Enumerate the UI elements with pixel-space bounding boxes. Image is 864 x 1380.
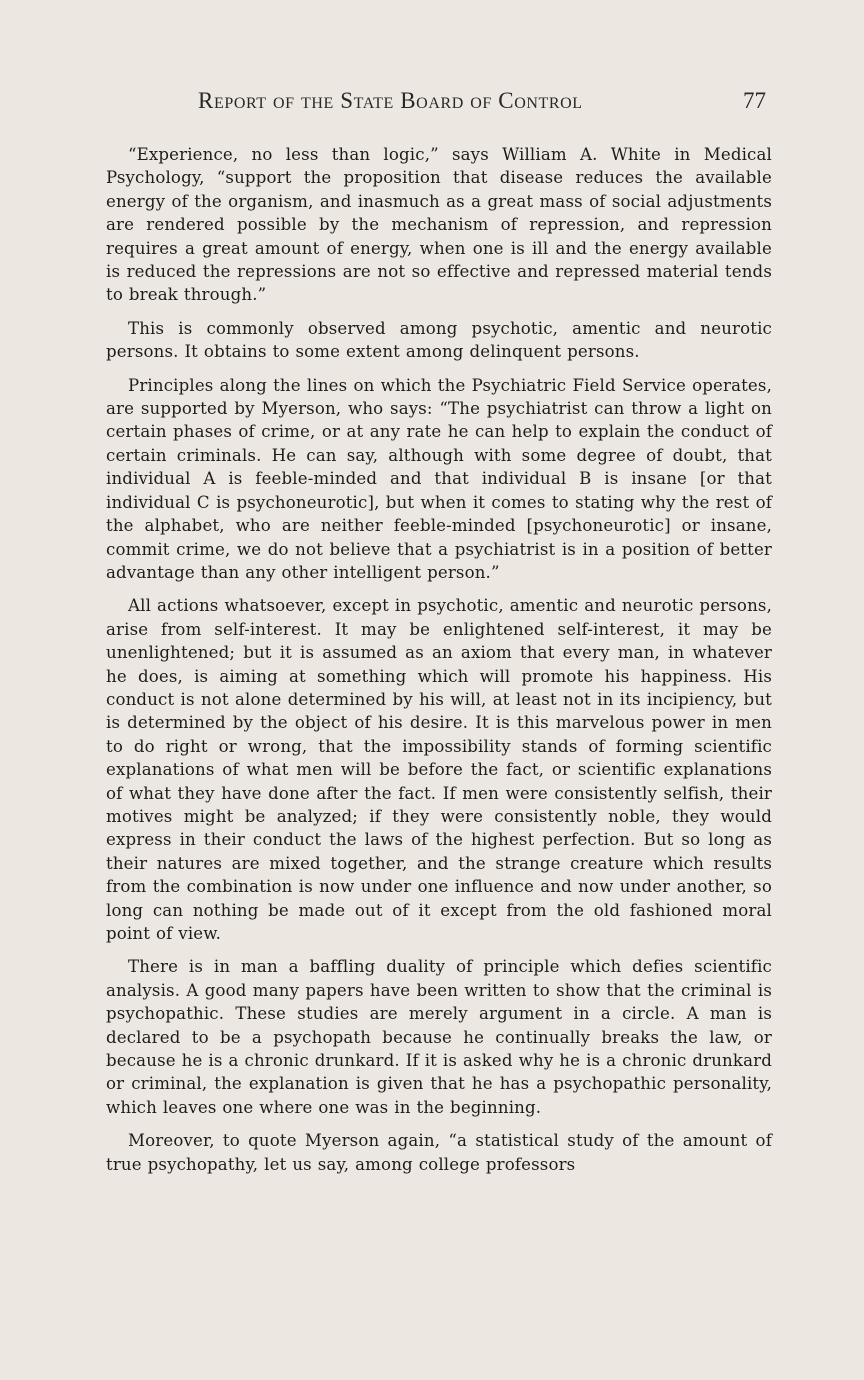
body-text (106, 143, 772, 1176)
header-title: Report of the State Board of Control (198, 88, 583, 113)
page-number: 77 (743, 88, 766, 113)
paragraph-duality: There is in man a baffling duality of principle which defies scientific analysis. A good many papers have been written to show that the criminal is psychopathic. These studies are merely argument in a circle. A man is declared to be a psychopath because he continually breaks the law, or because he is a chronic drunkard. If it is asked why he is a chronic drunkard or criminal, the explanation is given that he has a psychopathic personality, which leaves one where one was in the beginning. (106, 957, 772, 1117)
paragraph-white-quote: “Experience, no less than logic,” says William A. White in Medical Psychology, “support the proposition that disease reduces the available energy of the organism, and inasmuch as a great mass of social adjustments are rendered possible by the mechanism of repression, and repression requires a great amount of energy, when one is ill and the energy available is reduced the repressions are not so effective and repressed material tends to break through.” (106, 145, 772, 305)
paragraph-psychotic-persons: This is commonly observed among psychotic, amentic and neurotic persons. It obtains to some extent among delinquent persons. (106, 318, 772, 362)
paragraph-self-interest: All actions whatsoever, except in psychotic, amentic and neurotic persons, arise from self-interest. It may be enlightened self-interest, it may be unenlightened; but it is assumed as an axiom that every man, in whatever he does, is aiming at something which will promote his happiness. His conduct is not alone determined by his will, at least not in its incipiency, but is determined by the object of his desire. It is this marvelous power in men to do right or wrong, that the impossibility stands of forming scientific explanations of what men will be before the fact, or scientific explanations of what they have done after the fact. If men were consistently selfish, their motives might be analyzed; if they were consistently noble, they would express in their conduct the laws of the highest perfection. But so long as their natures are mixed together, and the strange creature which results from the combination is now under one influence and now under another, so long can nothing be made out of it except from the old fashioned moral point of view. (106, 596, 772, 943)
paragraph-myerson-quote: Principles along the lines on which the Psychiatric Field Service operates, are supported by Myerson, who says: “The psychiatrist can throw a light on certain phases of crime, or at any rate he can help to explain the conduct of certain criminals. He can say, although with some degree of doubt, that individual A is feeble-minded and that individual B is insane [or that individual C is psychoneurotic], but when it comes to stating why the rest of the alphabet, who are neither feeble-minded [psychoneurotic] or insane, commit crime, we do not believe that a psychiatrist is in a position of better advantage than any other intelligent person.” (106, 375, 772, 582)
running-header (198, 88, 770, 122)
paragraph-moreover: Moreover, to quote Myerson again, “a statistical study of the amount of true psychopathy, let us say, among college professors (106, 1131, 772, 1174)
